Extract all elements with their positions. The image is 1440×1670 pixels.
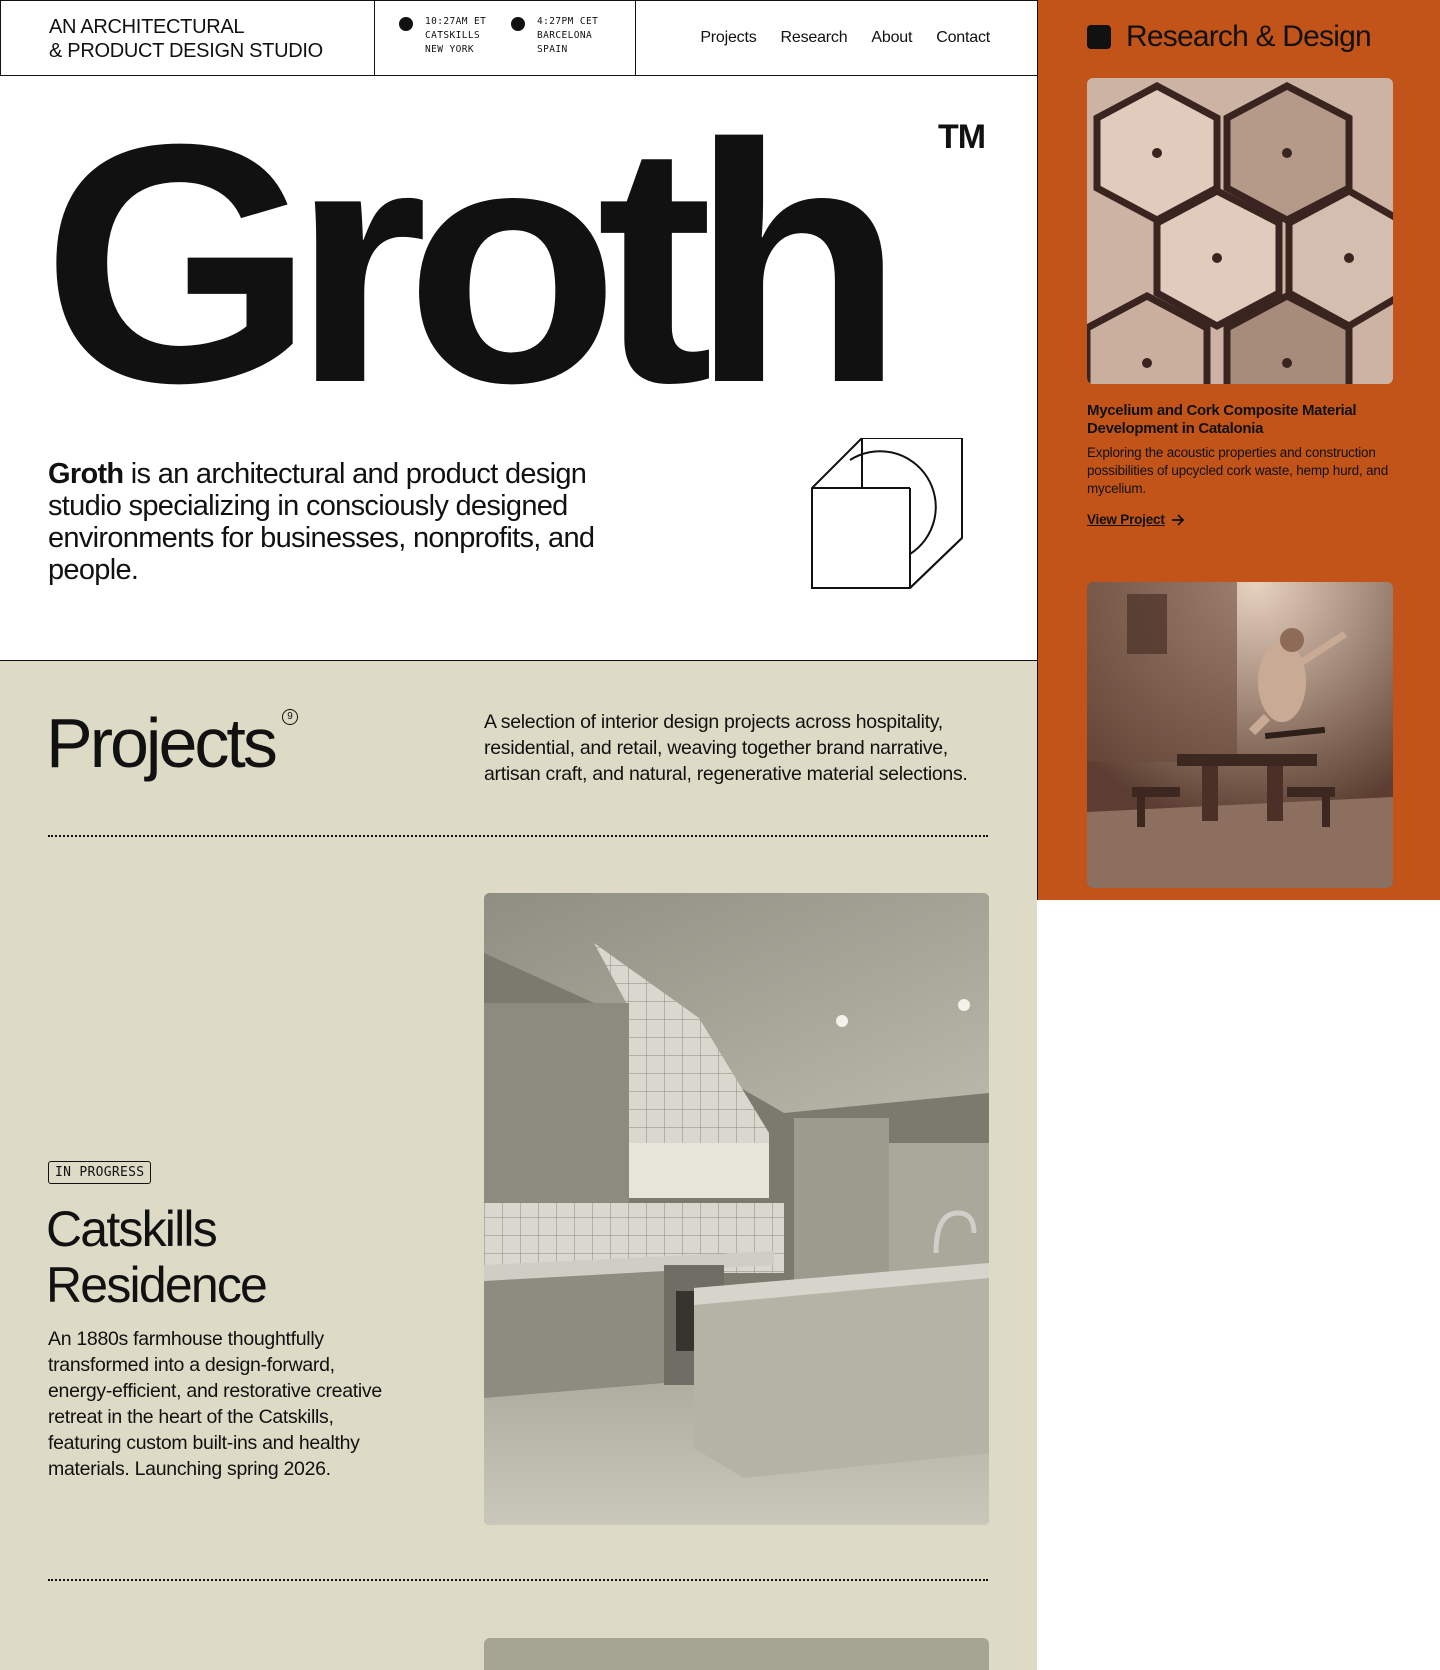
view-project-label: View Project xyxy=(1087,512,1165,527)
projects-count-badge: 9 xyxy=(282,709,298,725)
intro-brand: Groth xyxy=(48,458,124,490)
research-image-skater-bench[interactable] xyxy=(1087,582,1393,888)
research-description: Exploring the acoustic properties and construction possibilities of upcycled cork waste, hemp hurd, and mycelium. xyxy=(1087,445,1389,496)
clock-new-york xyxy=(399,15,511,75)
clock-place: NEW YORK xyxy=(425,44,474,55)
hero xyxy=(0,76,1038,661)
projects-section xyxy=(0,661,1038,1670)
clock-place: SPAIN xyxy=(537,44,568,55)
main-nav xyxy=(636,1,1038,75)
studio-tagline-line2: & PRODUCT DESIGN STUDIO xyxy=(49,40,323,62)
arrow-right-icon xyxy=(1171,514,1185,526)
dotted-divider xyxy=(48,835,988,837)
nav-contact[interactable]: Contact xyxy=(936,29,990,46)
cube-circle-logo-icon xyxy=(810,438,970,600)
project-image-next[interactable] xyxy=(484,1638,989,1670)
projects-heading: Projects xyxy=(46,704,275,782)
world-clocks xyxy=(375,1,636,75)
clock-dot-icon xyxy=(511,17,525,31)
kitchen-render-illustration xyxy=(484,893,989,1525)
clock-place: CATSKILLS xyxy=(425,30,481,41)
research-heading xyxy=(1087,20,1371,54)
studio-tagline-line1: AN ARCHITECTURAL xyxy=(49,16,245,38)
clock-dot-icon xyxy=(399,17,413,31)
research-rail xyxy=(1037,0,1440,900)
site-header xyxy=(0,0,1038,76)
research-image-hexagon-panels[interactable] xyxy=(1087,78,1393,384)
hexagon-material-illustration xyxy=(1087,78,1393,384)
projects-lede: A selection of interior design projects across hospitality, residential, and retail, weaving together brand narrative, artisan craft, and natural, regenerative material selections. xyxy=(484,711,968,785)
view-project-link[interactable] xyxy=(1087,512,1185,527)
studio-tagline[interactable] xyxy=(1,1,375,75)
research-heading-label: Research & Design xyxy=(1126,20,1371,53)
empty-area xyxy=(1037,900,1440,1670)
clock-barcelona xyxy=(511,15,623,75)
status-badge: IN PROGRESS xyxy=(48,1161,151,1184)
project-description: An 1880s farmhouse thoughtfully transformed into a design-forward, energy-efficient, and restorative creative retreat in the heart of the Catskills, featuring custom built-ins and healthy materials. Launching spring 2026. xyxy=(48,1328,382,1480)
intro-text xyxy=(48,458,648,586)
dotted-divider xyxy=(48,1579,988,1581)
project-title[interactable]: Catskills Residence xyxy=(46,1201,267,1313)
trademark-mark: TM xyxy=(938,118,986,156)
clock-time: 4:27PM CET xyxy=(537,16,599,27)
nav-projects[interactable]: Projects xyxy=(700,29,757,46)
nav-research[interactable]: Research xyxy=(780,29,848,46)
square-bullet-icon xyxy=(1087,25,1111,49)
groth-wordmark: Groth xyxy=(42,74,882,454)
project-image-kitchen[interactable] xyxy=(484,893,989,1525)
skater-bench-illustration xyxy=(1087,582,1393,888)
nav-about[interactable]: About xyxy=(871,29,913,46)
clock-time: 10:27AM ET xyxy=(425,16,487,27)
research-title[interactable]: Mycelium and Cork Composite Material Development in Catalonia xyxy=(1087,402,1357,437)
clock-place: BARCELONA xyxy=(537,30,593,41)
intro-body: is an architectural and product design studio specializing in consciously designed environments for businesses, nonprofits, and people. xyxy=(48,458,595,586)
